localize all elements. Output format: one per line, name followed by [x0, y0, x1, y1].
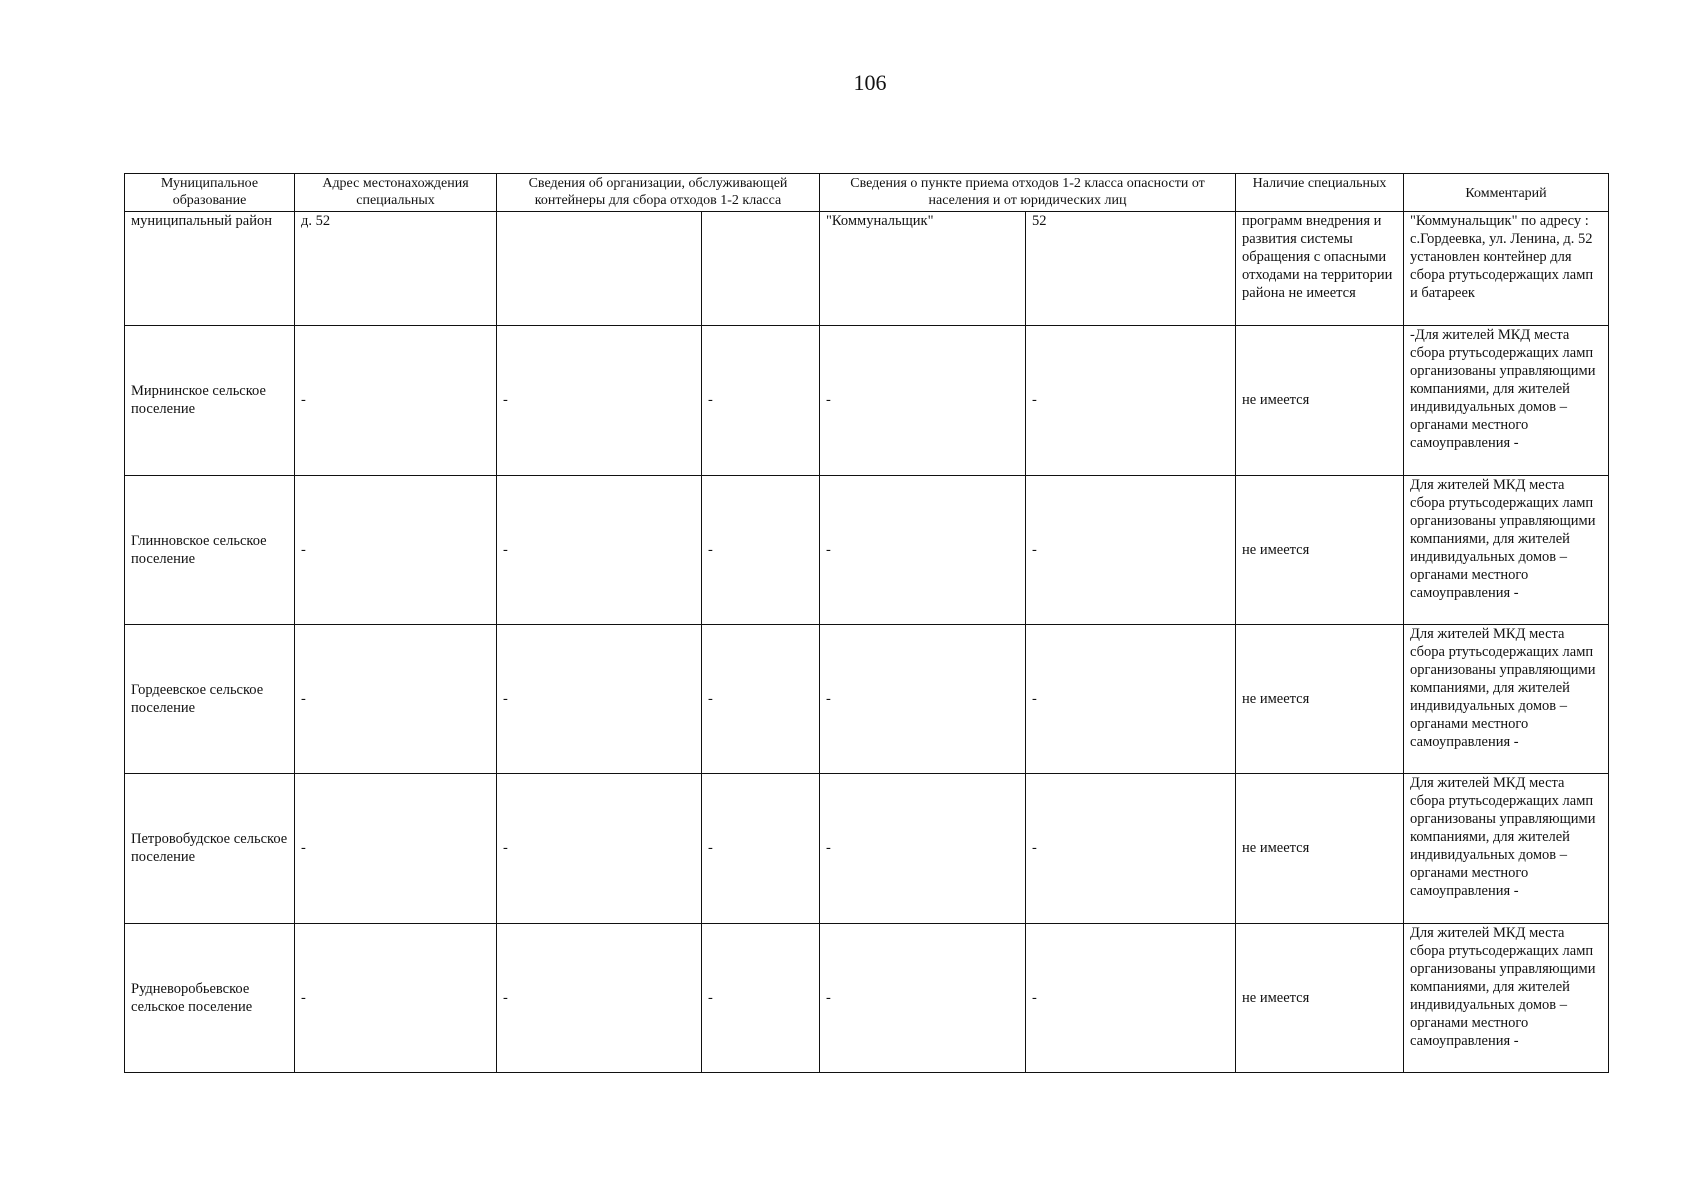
- address-cell: -: [295, 326, 497, 475]
- organization-cell: -: [497, 326, 702, 475]
- availability-cell: не имеется: [1236, 624, 1404, 773]
- municipality-cell: Петровобудское сельское поселение: [125, 774, 295, 923]
- availability-cell: не имеется: [1236, 475, 1404, 624]
- comment-cell: Для жителей МКД места сбора ртутьсодержащих ламп организованы управляющими компаниями, для жителей индивидуальных домов – органами местного самоуправления -: [1404, 923, 1609, 1072]
- comment-cell: Для жителей МКД места сбора ртутьсодержащих ламп организованы управляющими компаниями, для жителей индивидуальных домов – органами местного самоуправления -: [1404, 475, 1609, 624]
- organization-cell: -: [497, 624, 702, 773]
- page-number: 106: [853, 70, 887, 95]
- header-address: Адрес местонахождения специальных: [295, 174, 497, 212]
- address-cell: -: [295, 475, 497, 624]
- collection-point-cell: -: [820, 774, 1026, 923]
- collection-point-extra-cell: -: [1026, 475, 1236, 624]
- header-organization: Сведения об организации, обслуживающей контейнеры для сбора отходов 1-2 класса: [497, 174, 820, 212]
- header-municipality: Муниципальное образование: [125, 174, 295, 212]
- address-cell: -: [295, 774, 497, 923]
- address-cell: -: [295, 624, 497, 773]
- municipality-cell: Гордеевское сельское поселение: [125, 624, 295, 773]
- comment-cell: Для жителей МКД места сбора ртутьсодержащих ламп организованы управляющими компаниями, для жителей индивидуальных домов – органами местного самоуправления -: [1404, 774, 1609, 923]
- organization-extra-cell: -: [702, 475, 820, 624]
- address-cell: -: [295, 923, 497, 1072]
- collection-point-cell: -: [820, 923, 1026, 1072]
- collection-point-extra-cell: -: [1026, 326, 1236, 475]
- collection-point-extra-cell: -: [1026, 774, 1236, 923]
- table-row: [125, 923, 1609, 1072]
- collection-point-extra-cell: 52: [1026, 212, 1236, 326]
- table-row: [125, 774, 1609, 923]
- collection-point-cell: "Коммунальщик": [820, 212, 1026, 326]
- collection-point-extra-cell: -: [1026, 923, 1236, 1072]
- header-comment: Комментарий: [1404, 174, 1609, 212]
- availability-cell: не имеется: [1236, 923, 1404, 1072]
- organization-extra-cell: -: [702, 774, 820, 923]
- header-collection-point: Сведения о пункте приема отходов 1-2 класса опасности от населения и от юридических лиц: [820, 174, 1236, 212]
- municipality-cell: муниципальный район: [125, 212, 295, 326]
- organization-extra-cell: [702, 212, 820, 326]
- organization-cell: -: [497, 923, 702, 1072]
- comment-cell: Для жителей МКД места сбора ртутьсодержащих ламп организованы управляющими компаниями, для жителей индивидуальных домов – органами местного самоуправления -: [1404, 624, 1609, 773]
- collection-point-cell: -: [820, 624, 1026, 773]
- organization-extra-cell: -: [702, 326, 820, 475]
- organization-cell: -: [497, 774, 702, 923]
- table-header-row: [125, 174, 1609, 212]
- collection-point-cell: -: [820, 326, 1026, 475]
- municipality-cell: Мирнинское сельское поселение: [125, 326, 295, 475]
- waste-collection-table: [124, 173, 1609, 1073]
- municipality-cell: Рудневоробьевское сельское поселение: [125, 923, 295, 1072]
- collection-point-extra-cell: -: [1026, 624, 1236, 773]
- organization-cell: -: [497, 475, 702, 624]
- header-availability: Наличие специальных: [1236, 174, 1404, 212]
- collection-point-cell: -: [820, 475, 1026, 624]
- municipality-cell: Глинновское сельское поселение: [125, 475, 295, 624]
- organization-extra-cell: -: [702, 624, 820, 773]
- organization-extra-cell: -: [702, 923, 820, 1072]
- availability-cell: не имеется: [1236, 774, 1404, 923]
- table-row: [125, 475, 1609, 624]
- comment-cell: -Для жителей МКД места сбора ртутьсодержащих ламп организованы управляющими компаниями, для жителей индивидуальных домов – органами местного самоуправления -: [1404, 326, 1609, 475]
- address-cell: д. 52: [295, 212, 497, 326]
- table-row: [125, 326, 1609, 475]
- availability-cell: не имеется: [1236, 326, 1404, 475]
- organization-cell: [497, 212, 702, 326]
- table-row: [125, 624, 1609, 773]
- table-row: [125, 212, 1609, 326]
- comment-cell: "Коммунальщик" по адресу : с.Гордеевка, ул. Ленина, д. 52 установлен контейнер для сбора ртутьсодержащих ламп и батареек: [1404, 212, 1609, 326]
- availability-cell: программ внедрения и развития системы обращения с опасными отходами на территории района не имеется: [1236, 212, 1404, 326]
